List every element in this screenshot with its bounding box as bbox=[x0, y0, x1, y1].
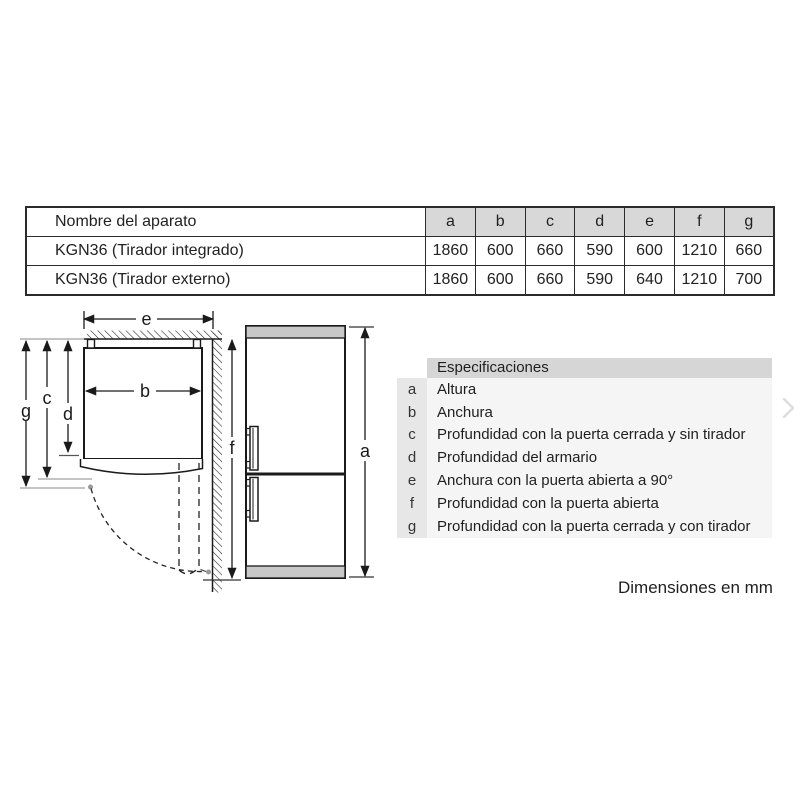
dim-label-a: a bbox=[359, 441, 371, 461]
col-header-e: e bbox=[625, 207, 675, 237]
legend-row bbox=[397, 492, 772, 515]
dim-label-b: b bbox=[139, 381, 151, 401]
bottom-plinth-strip bbox=[246, 566, 345, 578]
table-row bbox=[26, 266, 774, 296]
legend-row bbox=[397, 469, 772, 492]
door-swing-arc bbox=[91, 489, 204, 572]
dim-value-cell: 1860 bbox=[426, 266, 476, 296]
dimension-f bbox=[203, 340, 242, 580]
model-name-cell: KGN36 (Tirador integrado) bbox=[26, 237, 426, 266]
legend-key: d bbox=[397, 446, 427, 469]
col-header-a: a bbox=[426, 207, 476, 237]
dim-value-cell: 600 bbox=[475, 237, 525, 266]
legend-label: Profundidad con la puerta cerrada y con tirador bbox=[427, 515, 772, 538]
dim-label-d: d bbox=[62, 404, 74, 424]
table-row bbox=[26, 237, 774, 266]
dim-label-f: f bbox=[229, 438, 235, 458]
col-header-d: d bbox=[575, 207, 625, 237]
dim-value-cell: 660 bbox=[525, 266, 575, 296]
legend-row bbox=[397, 446, 772, 469]
legend-label: Anchura bbox=[427, 401, 772, 424]
dimensions-table bbox=[25, 206, 775, 296]
legend-row bbox=[397, 401, 772, 424]
dim-value-cell: 600 bbox=[475, 266, 525, 296]
dimension-c bbox=[37, 341, 57, 477]
dim-label-c: c bbox=[42, 388, 52, 408]
legend-label: Profundidad con la puerta abierta bbox=[427, 492, 772, 515]
legend-key: b bbox=[397, 401, 427, 424]
legend-label: Profundidad con la puerta cerrada y sin tirador bbox=[427, 424, 772, 447]
dim-value-cell: 640 bbox=[625, 266, 675, 296]
dimension-diagram bbox=[15, 300, 385, 600]
legend-header: Especificaciones bbox=[427, 358, 772, 378]
legend-key: a bbox=[397, 378, 427, 401]
legend-key: g bbox=[397, 515, 427, 538]
dim-value-cell: 590 bbox=[575, 237, 625, 266]
hinge-left bbox=[88, 340, 95, 349]
dim-value-cell: 600 bbox=[625, 237, 675, 266]
dimension-a bbox=[349, 327, 375, 577]
dim-value-cell: 700 bbox=[724, 266, 774, 296]
top-panel-strip bbox=[246, 326, 345, 338]
units-note: Dimensiones en mm bbox=[618, 578, 773, 597]
dimension-e bbox=[84, 309, 213, 329]
fridge-front-outline bbox=[246, 326, 345, 578]
model-name-cell: KGN36 (Tirador externo) bbox=[26, 266, 426, 296]
legend-key: f bbox=[397, 492, 427, 515]
dim-value-cell: 590 bbox=[575, 266, 625, 296]
dim-label-g: g bbox=[20, 401, 32, 421]
top-view-drawing bbox=[16, 309, 242, 593]
legend-row bbox=[397, 515, 772, 538]
door-handle-open bbox=[206, 570, 211, 575]
col-header-b: b bbox=[475, 207, 525, 237]
dim-value-cell: 660 bbox=[724, 237, 774, 266]
table-header-row bbox=[26, 207, 774, 237]
door-open-top-view bbox=[179, 463, 199, 574]
col-header-name: Nombre del aparato bbox=[26, 207, 426, 237]
legend-label: Profundidad del armario bbox=[427, 446, 772, 469]
dim-value-cell: 1860 bbox=[426, 237, 476, 266]
dim-value-cell: 1210 bbox=[674, 266, 724, 296]
dim-value-cell: 660 bbox=[525, 237, 575, 266]
legend bbox=[397, 358, 772, 538]
legend-label: Anchura con la puerta abierta a 90° bbox=[427, 469, 772, 492]
dimension-g bbox=[16, 341, 36, 486]
fridge-cabinet-top-view bbox=[84, 348, 202, 459]
legend-key: c bbox=[397, 424, 427, 447]
col-header-f: f bbox=[674, 207, 724, 237]
legend-key: e bbox=[397, 469, 427, 492]
hinge-right bbox=[194, 340, 201, 349]
dim-label-e: e bbox=[141, 309, 152, 329]
front-view-drawing bbox=[246, 326, 375, 578]
legend-label: Altura bbox=[427, 378, 772, 401]
door-closed-top-view bbox=[81, 459, 203, 474]
col-header-c: c bbox=[525, 207, 575, 237]
dim-value-cell: 1210 bbox=[674, 237, 724, 266]
legend-row bbox=[397, 424, 772, 447]
dimension-d bbox=[58, 341, 78, 452]
legend-row bbox=[397, 378, 772, 401]
carousel-next-icon[interactable] bbox=[780, 395, 798, 421]
col-header-g: g bbox=[724, 207, 774, 237]
